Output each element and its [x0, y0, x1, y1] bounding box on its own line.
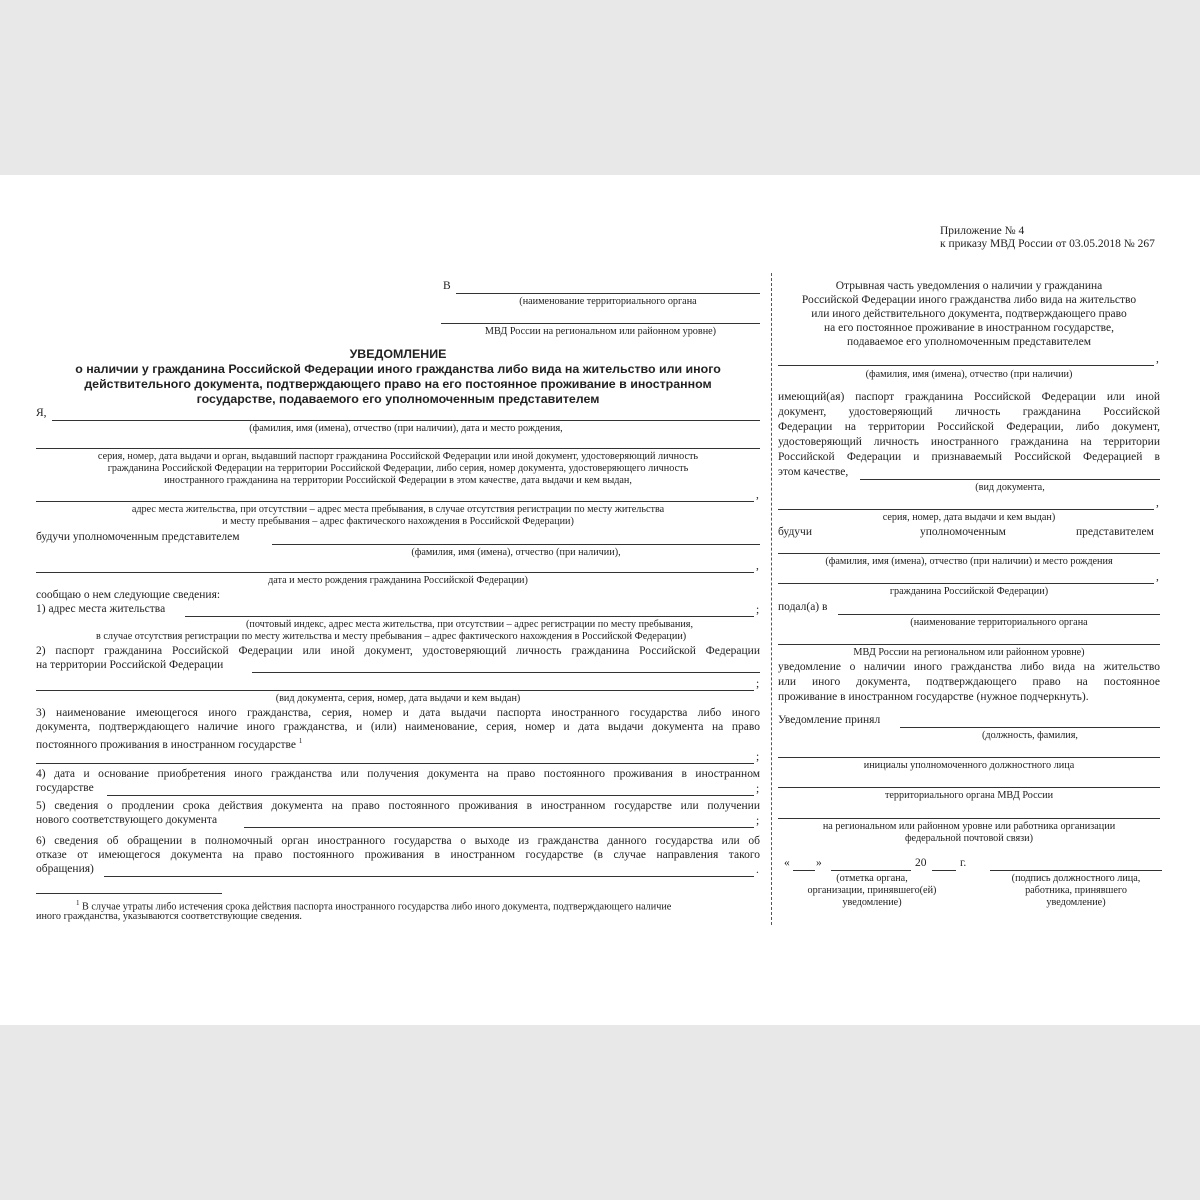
item1-address-field[interactable] — [185, 616, 754, 617]
stub-org-field[interactable] — [838, 614, 1160, 615]
item3-line-2: документа, подтверждающего наличие иного гражданства, и (или) наименование, серия, номер и дата выдачи документа на право — [36, 721, 760, 733]
stub-citizen-caption: гражданина Российской Федерации) — [889, 586, 1049, 597]
stub-post-caption: федеральной почтовой связи) — [904, 833, 1034, 844]
footnote-mark: 1 — [76, 899, 80, 907]
stub-submitted-prefix: подал(а) в — [778, 601, 828, 613]
sign-caption-1: (подпись должностного лица, — [1011, 873, 1141, 884]
stub-mvd-caption: МВД России на региональном или районном уровне) — [853, 647, 1085, 658]
stub-initials-field[interactable] — [778, 757, 1160, 758]
stub-fio-comma: , — [1156, 353, 1159, 365]
item1-semicolon: ; — [756, 604, 760, 616]
stub-regional-field[interactable] — [778, 818, 1160, 819]
item2-caption: (вид документа, серия, номер, дата выдачи и кем выдан) — [275, 693, 521, 704]
stub-being-word-2: уполномоченным — [920, 526, 1006, 538]
addr-caption-1: адрес места жительства, при отсутствии – адрес места пребывания, в случае отсутствия регистрации по месту жительства — [131, 504, 665, 515]
mark-caption-1: (отметка органа, — [836, 873, 908, 884]
stub-head-5: подаваемое его уполномоченным представителем — [847, 336, 1091, 348]
stub-head-2: Российской Федерации иного гражданства либо вида на жительство — [801, 294, 1137, 306]
stub-has-line-3: Федерации на территории Российской Федерации, либо документ, — [778, 421, 1160, 433]
to-org-caption: (наименование территориального органа — [519, 296, 697, 307]
to-prefix: В — [443, 280, 451, 292]
to-org-field[interactable] — [456, 293, 760, 294]
stub-has-line-4: удостоверяющий личность иностранного гражданина на территории — [778, 436, 1160, 448]
stub-org-caption: (наименование территориального органа — [910, 617, 1088, 628]
stub-initials-caption: инициалы уполномоченного должностного лица — [863, 760, 1075, 771]
addr-comma: , — [756, 489, 759, 501]
stub-accepted-field[interactable] — [900, 727, 1160, 728]
item2-field-2[interactable] — [36, 690, 754, 691]
item6-line-3: обращения) — [36, 863, 94, 875]
stub-being-word-3: представителем — [1076, 526, 1154, 538]
item4-line-1: 4) дата и основание приобретения иного гражданства или получения документа на право постоянного проживания в иностранном — [36, 768, 760, 780]
annex-line-2: к приказу МВД России от 03.05.2018 № 267 — [940, 238, 1155, 250]
footnote-line-2: иного гражданства, указываются соответствующие сведения. — [36, 911, 302, 922]
stub-citizen-comma: , — [1156, 571, 1159, 583]
item3-line-1: 3) наименование имеющегося иного гражданства, серия, номер и дата выдачи паспорта иностранного государства либо иного — [36, 707, 760, 719]
doc-title: УВЕДОМЛЕНИЕ — [349, 347, 447, 361]
stub-mvd-field[interactable] — [778, 644, 1160, 645]
to-org-field-2[interactable] — [441, 323, 760, 324]
date-year-field[interactable] — [932, 870, 956, 871]
to-mvd-caption: МВД России на региональном или районном уровне) — [484, 326, 717, 337]
birth-comma: , — [756, 560, 759, 572]
applicant-addr-field[interactable] — [36, 501, 754, 502]
item5-line-2: нового соответствующего документа — [36, 814, 218, 826]
document-sheet — [0, 175, 1200, 1025]
rep-name-caption: (фамилия, имя (имена), отчество (при наличии), — [411, 547, 621, 558]
stub-notice-line-1: уведомление о наличии иного гражданства либо вида на жительство — [778, 661, 1160, 673]
stub-doc-caption: (вид документа, — [975, 482, 1045, 493]
item4-line-2: государстве — [36, 782, 94, 794]
stub-series-comma: , — [1156, 497, 1159, 509]
item3-field[interactable] — [36, 763, 754, 764]
sign-caption-2: работника, принявшего — [1025, 885, 1127, 896]
footnote-line-1: $^1$ В случае утраты либо истечения срока действия паспорта иностранного государства либо иного документа, подтверждающего наличие — [76, 899, 672, 913]
applicant-doc-field[interactable] — [36, 448, 760, 449]
stub-head-1: Отрывная часть уведомления о наличии у гражданина — [835, 280, 1103, 292]
stub-being-word-1: будучи — [778, 526, 812, 538]
applicant-name-field[interactable] — [52, 420, 760, 421]
stub-terr-caption: территориального органа МВД России — [884, 790, 1054, 801]
doc-subtitle-3: государстве, подаваемого его уполномоченным представителем — [196, 392, 600, 406]
doc-caption-3: иностранного гражданина на территории Российской Федерации в этом качестве, дата выдачи и кем выдан, — [164, 475, 632, 486]
stub-rep-caption: (фамилия, имя (имена), отчество (при наличии) и место рождения — [825, 556, 1113, 567]
item2-line-1: 2) паспорт гражданина Российской Федерации или иной документ, удостоверяющий личность гражданина Российской Федерации — [36, 645, 760, 657]
inform-text: сообщаю о нем следующие сведения: — [36, 589, 221, 601]
item1-caption-2: в случае отсутствия регистрации по месту жительства и месту пребывания – адрес фактического нахождения в Российской Федерации) — [96, 631, 687, 642]
stub-has-line-1: имеющий(ая) паспорт гражданина Российской Федерации или иной — [778, 391, 1160, 403]
date-open-quote: « — [784, 857, 790, 869]
stub-regional-caption: на региональном или районном уровне или работника организации — [822, 821, 1116, 832]
doc-caption-2: гражданина Российской Федерации на территории Российской Федерации, либо серия, номер документа, удостоверяющего личность — [107, 463, 689, 474]
stub-has-line-2: документ, удостоверяющий личность гражданина Российской — [778, 406, 1160, 418]
item6-line-2: отказе от имеющегося документа на право постоянного проживания в иностранном государстве (в случае направления такого — [36, 849, 760, 861]
stub-accepted-prefix: Уведомление принял — [778, 714, 881, 726]
item3-semicolon: ; — [756, 751, 760, 763]
i-prefix: Я, — [36, 407, 47, 419]
annex-line-1: Приложение № 4 — [940, 225, 1025, 237]
signature-field[interactable] — [990, 870, 1162, 871]
stub-notice-line-2: или иного документа, подтверждающего право на постоянное — [778, 676, 1160, 688]
addr-caption-2: и месту пребывания – адрес фактического нахождения в Российской Федерации) — [222, 516, 574, 527]
item1-prefix: 1) адрес места жительства — [36, 603, 166, 615]
date-month-field[interactable] — [831, 870, 911, 871]
footnote-separator — [36, 893, 222, 894]
stub-terr-field[interactable] — [778, 787, 1160, 788]
doc-caption-1: серия, номер, дата выдачи и орган, выдавший паспорт гражданина Российской Федерации или иной документ, удостоверяющий личность — [97, 451, 699, 462]
item5-semicolon: ; — [756, 815, 760, 827]
citizen-birth-caption: дата и место рождения гражданина Российской Федерации) — [268, 575, 528, 586]
date-close-quote: » — [816, 857, 822, 869]
stub-series-field[interactable] — [778, 509, 1154, 510]
item1-caption-1: (почтовый индекс, адрес места жительства, при отсутствии – адрес регистрации по месту пребывания, — [245, 619, 694, 630]
mark-caption-2: организации, принявшего(ей) — [807, 885, 937, 896]
rep-prefix: будучи уполномоченным представителем — [36, 531, 240, 543]
stub-rep-field[interactable] — [778, 553, 1160, 554]
doc-subtitle-2: действительного документа, подтверждающего право на его постоянное проживание в иностранном — [84, 377, 712, 391]
stub-citizen-field[interactable] — [778, 583, 1154, 584]
item6-field[interactable] — [104, 876, 754, 877]
stub-notice-line-3: проживание в иностранном государстве (нужное подчеркнуть). — [778, 691, 1089, 703]
date-year-suffix: г. — [960, 857, 967, 869]
tear-off-divider — [771, 273, 772, 925]
stub-has-line-5: Российской Федерации и признаваемый Российской Федерацией в — [778, 451, 1160, 463]
stub-has-line-6: этом качестве, — [778, 466, 849, 478]
stub-doc-field[interactable] — [860, 479, 1160, 480]
item4-semicolon: ; — [756, 783, 760, 795]
stub-pos-caption: (должность, фамилия, — [982, 730, 1078, 741]
stub-head-4: на его постоянное проживание в иностранном государстве, — [824, 322, 1114, 334]
item2-semicolon: ; — [756, 678, 760, 690]
item5-field[interactable] — [244, 827, 754, 828]
item6-line-1: 6) сведения об обращении в полномочный орган иностранного государства о выходе из гражданства данного государства или об — [36, 835, 760, 847]
item3-line-3: постоянного проживания в иностранном государстве $^1$ — [36, 737, 303, 751]
stub-fio-caption: (фамилия, имя (имена), отчество (при наличии) — [865, 369, 1073, 380]
date-day-field[interactable] — [793, 870, 815, 871]
item5-line-1: 5) сведения о продлении срока действия документа на право постоянного проживания в иностранном государстве или получении — [36, 800, 760, 812]
date-year-prefix: 20 — [915, 857, 927, 869]
item2-field[interactable] — [252, 672, 760, 673]
mark-caption-3: уведомление) — [842, 897, 902, 908]
rep-name-field[interactable] — [272, 544, 760, 545]
item4-field[interactable] — [107, 795, 754, 796]
sign-caption-3: уведомление) — [1046, 897, 1106, 908]
stub-head-3: или иного действительного документа, подтверждающего право — [811, 308, 1127, 320]
item6-period: . — [756, 864, 759, 876]
item3-footnote-ref: 1 — [298, 737, 303, 745]
applicant-name-caption: (фамилия, имя (имена), отчество (при наличии), дата и место рождения, — [249, 423, 563, 434]
item2-line-2: на территории Российской Федерации — [36, 659, 224, 671]
citizen-birth-field[interactable] — [36, 572, 754, 573]
doc-subtitle-1: о наличии у гражданина Российской Федерации иного гражданства либо вида на жительство или иного — [75, 362, 721, 376]
stub-series-caption: серия, номер, дата выдачи и кем выдан) — [882, 512, 1056, 523]
stub-fio-field[interactable] — [778, 365, 1154, 366]
